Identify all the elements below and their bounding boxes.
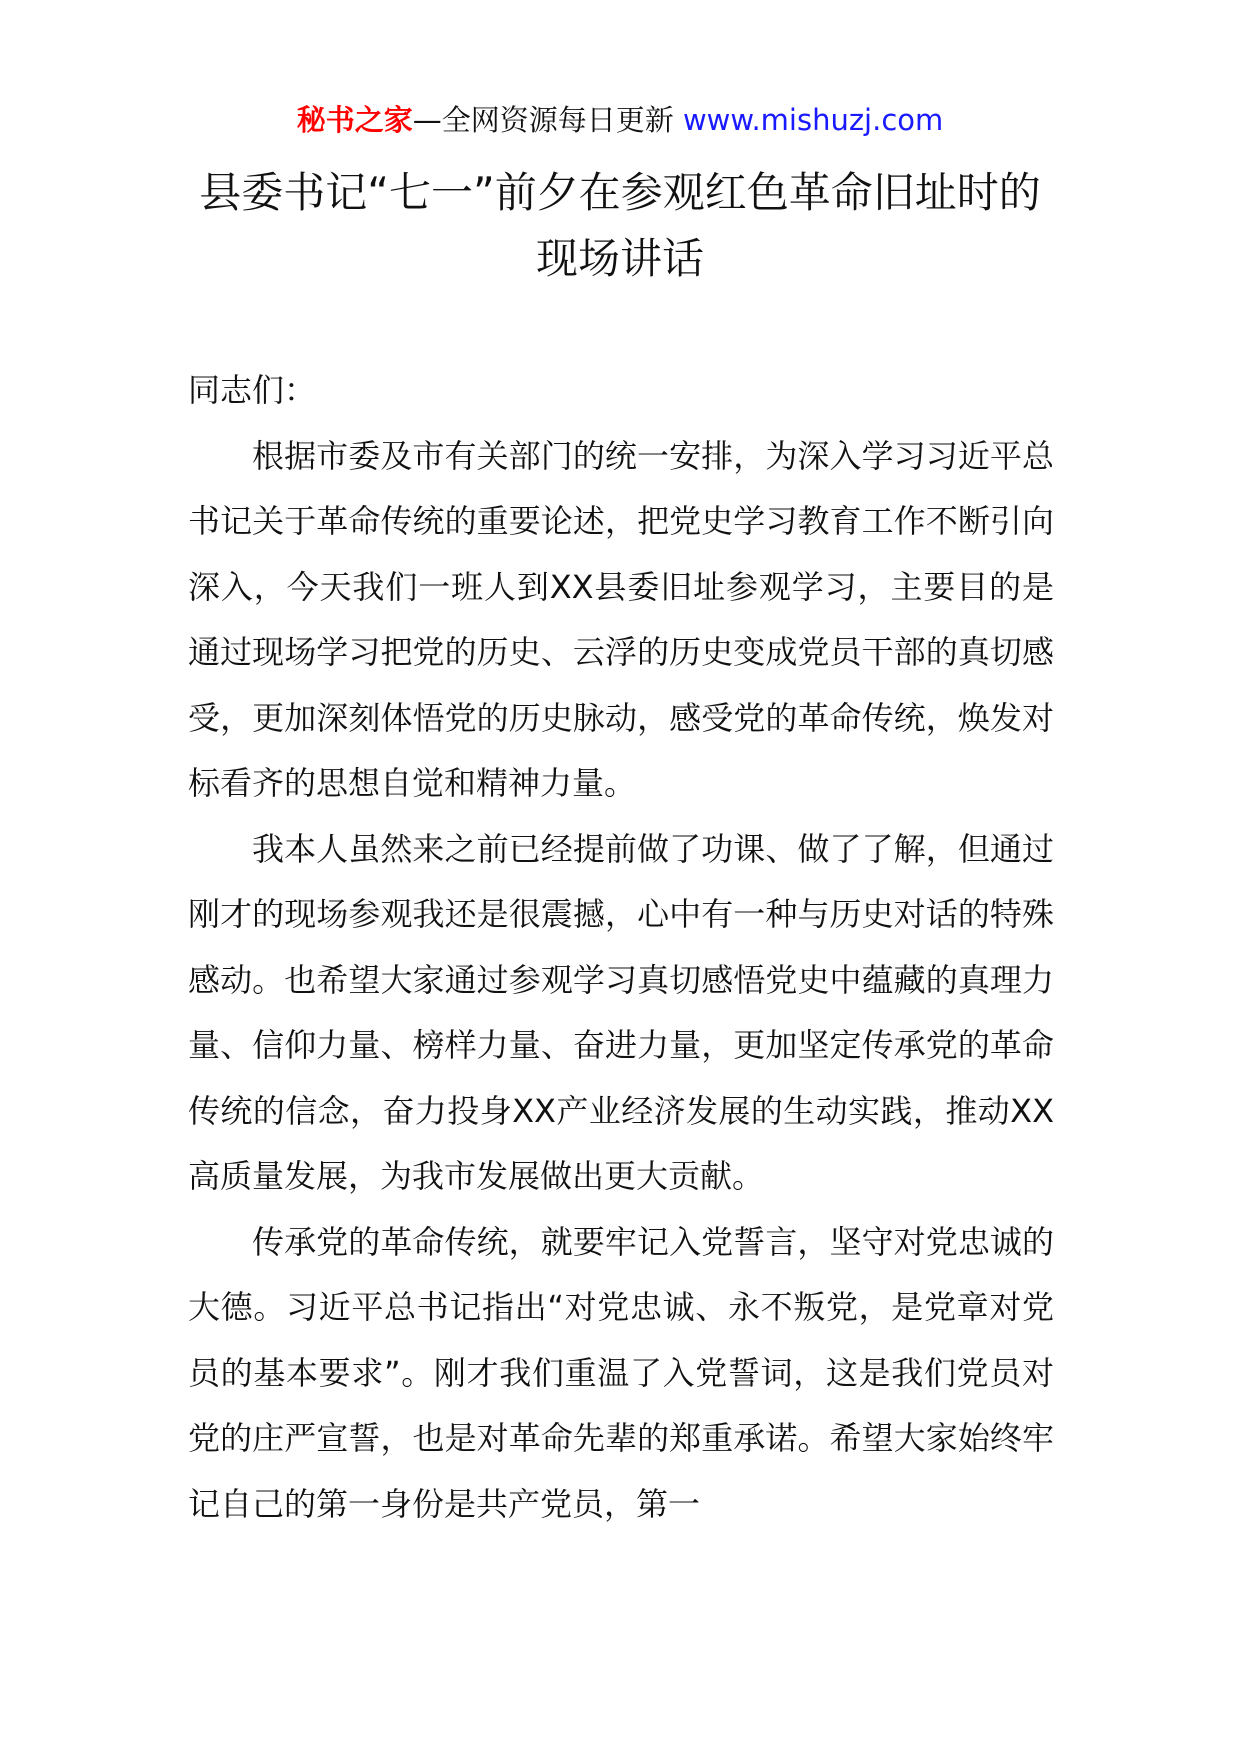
document-title: 县委书记“七一”前夕在参观红色革命旧址时的现场讲话 bbox=[199, 168, 1041, 283]
paragraph-1: 根据市委及市有关部门的统一安排，为深入学习习近平总书记关于革命传统的重要论述，把党史学习教育工作不断引向深入，今天我们一班人到XX县委旧址参观学习，主要目的是通过现场学习把党的历史、云浮的历史变成党员干部的真切感受，更加深刻体悟党的历史脉动，感受党的革命传统，焕发对标看齐的思想自觉和精神力量。 bbox=[188, 436, 1054, 802]
header-tagline: —全网资源每日更新 bbox=[412, 103, 683, 137]
site-header bbox=[0, 100, 1240, 140]
brand-name: 秘书之家 bbox=[296, 103, 413, 137]
site-url-link[interactable]: www.mishuzj.com bbox=[682, 103, 944, 137]
paragraph-3: 传承党的革命传统，就要牢记入党誓言，坚守对党忠诚的大德。习近平总书记指出“对党忠诚、永不叛党，是党章对党员的基本要求”。刚才我们重温了入党誓词，这是我们党员对党的庄严宣誓，也是对革命先辈的郑重承诺。希望大家始终牢记自己的第一身份是共产党员，第一 bbox=[188, 1222, 1054, 1523]
document-body bbox=[188, 358, 1054, 1537]
paragraph-2: 我本人虽然来之前已经提前做了功课、做了了解，但通过刚才的现场参观我还是很震撼，心中有一种与历史对话的特殊感动。也希望大家通过参观学习真切感悟党史中蕴藏的真理力量、信仰力量、榜样力量、奋进力量，更加坚定传承党的革命传统的信念，奋力投身XX产业经济发展的生动实践，推动XX高质量发展，为我市发展做出更大贡献。 bbox=[188, 829, 1054, 1195]
salutation: 同志们： bbox=[188, 371, 317, 409]
